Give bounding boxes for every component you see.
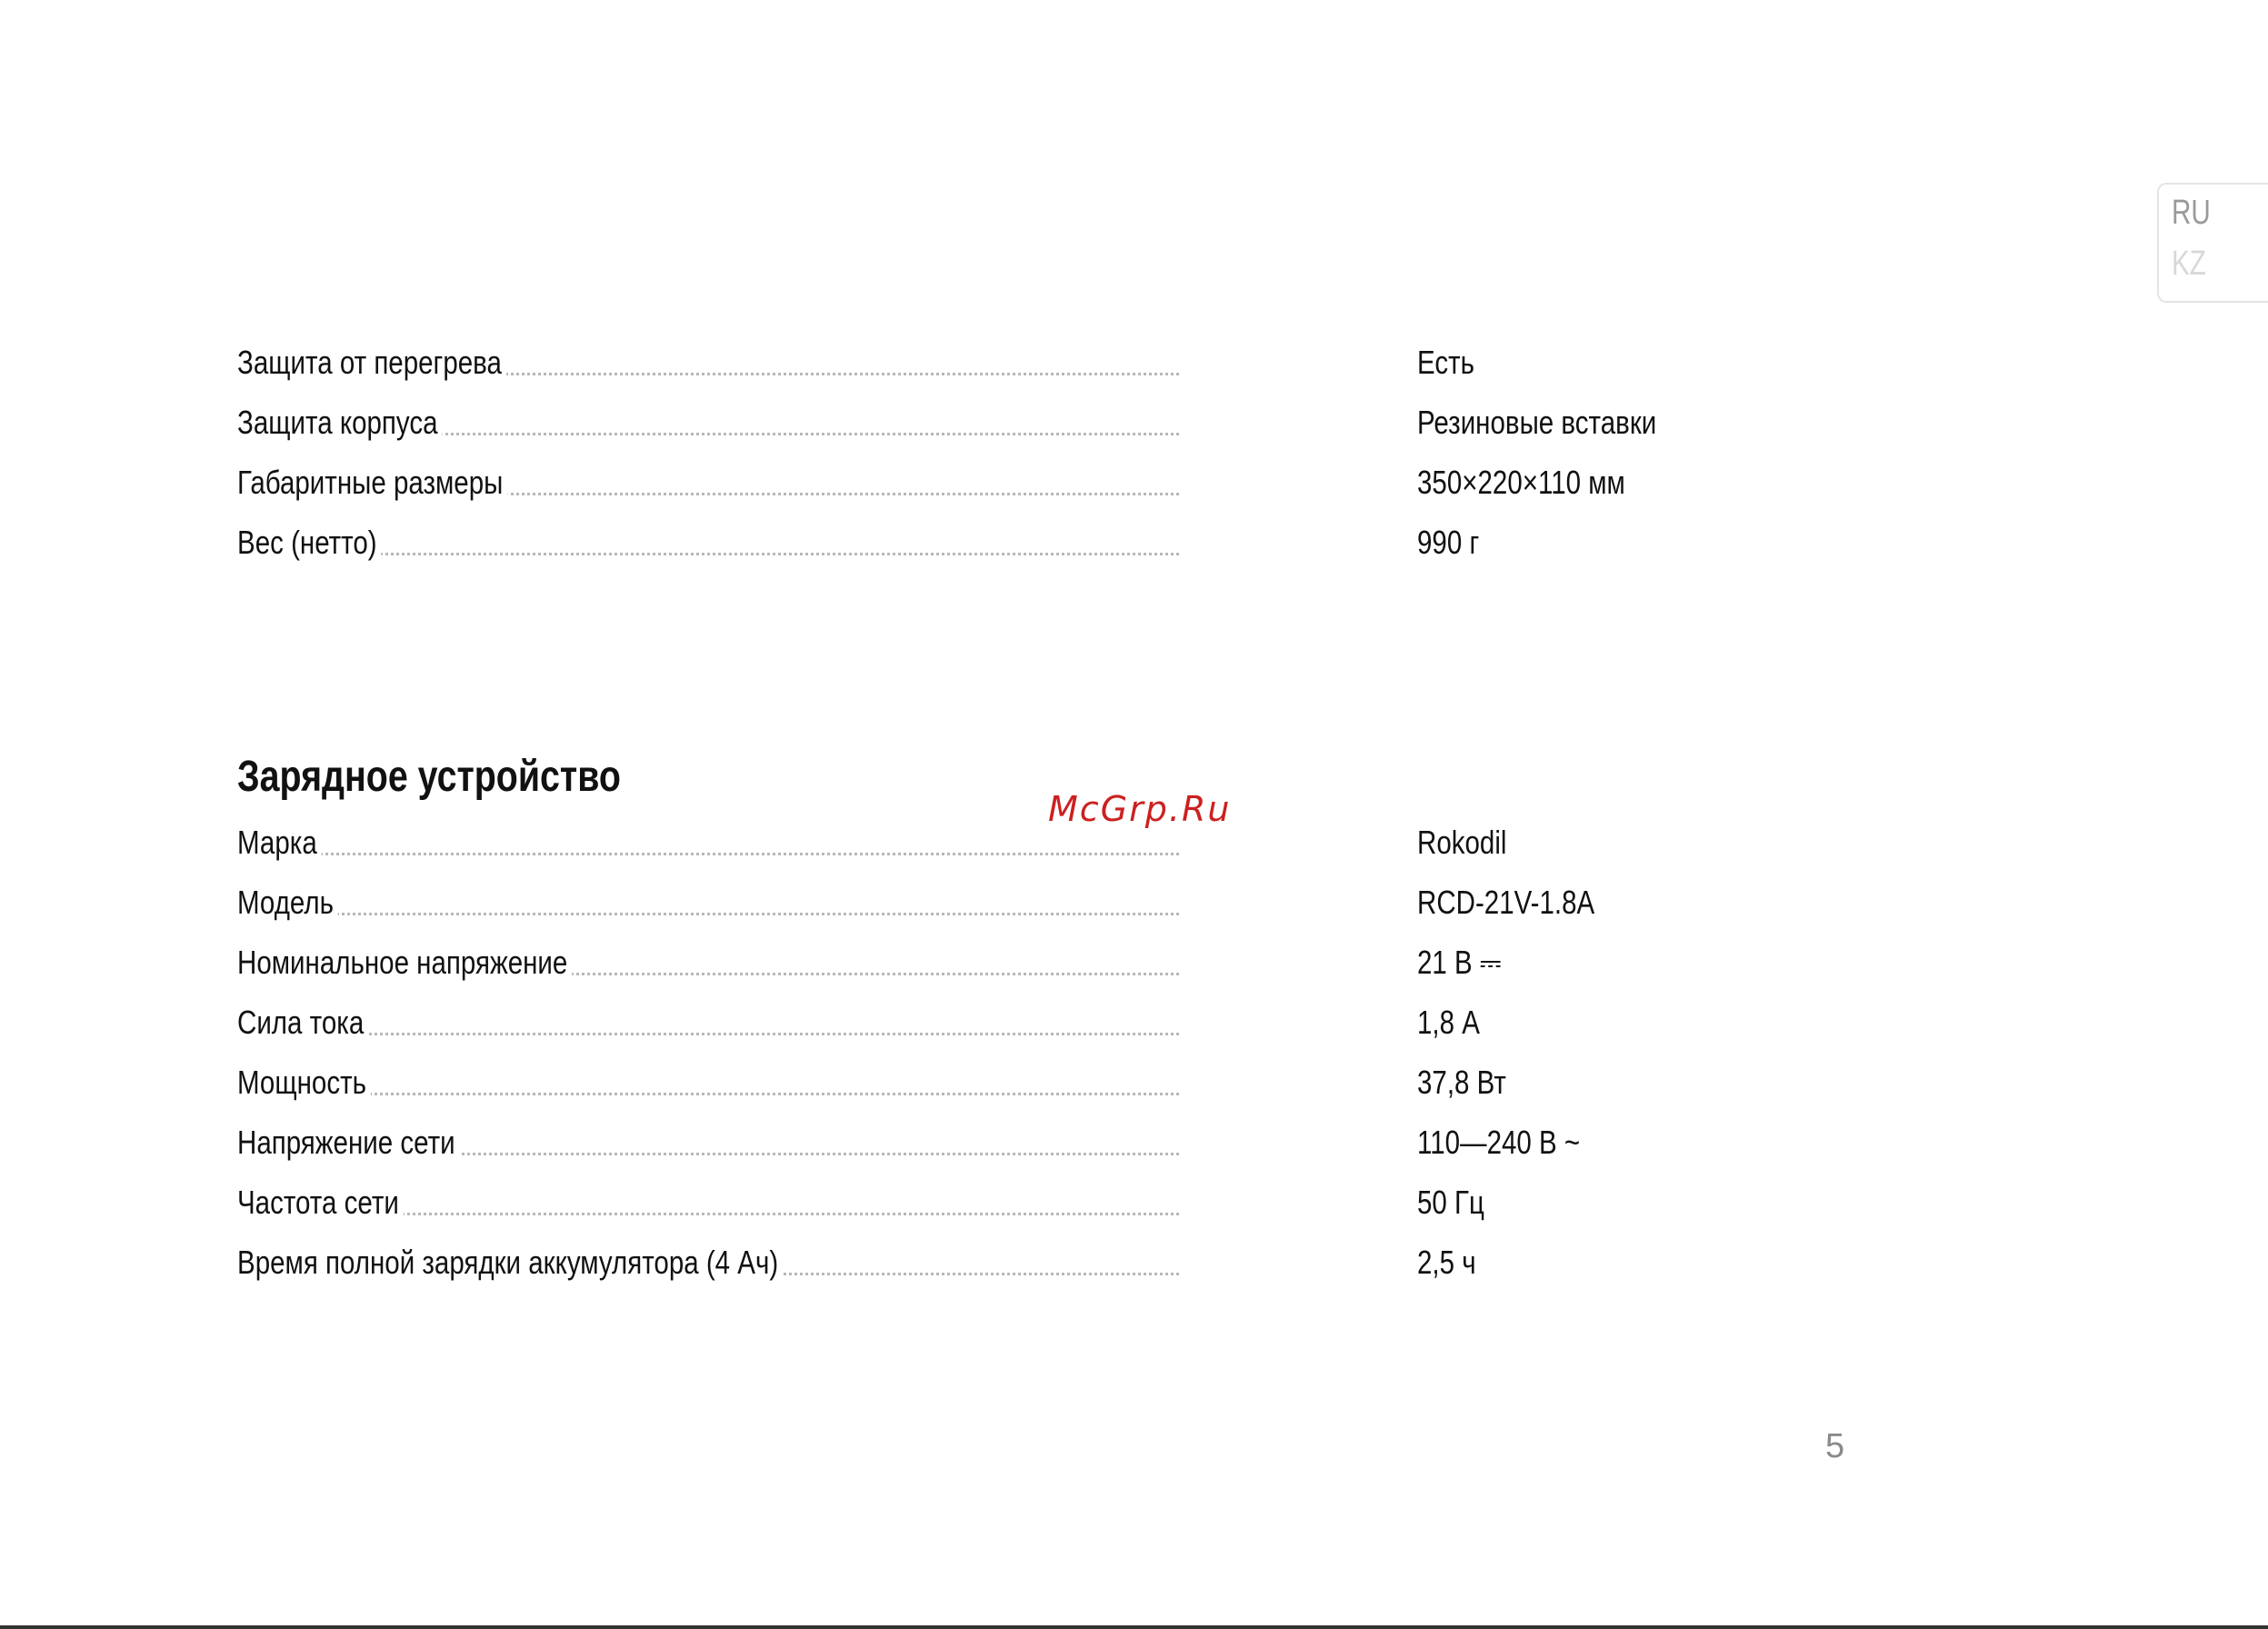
spec-value: RCD-21V-1.8A [1417, 884, 1595, 921]
dot-leader [237, 913, 1179, 915]
spec-value: Rokodil [1417, 824, 1507, 861]
spec-label: Частота сети [237, 1173, 404, 1233]
spec-label: Напряжение сети [237, 1113, 460, 1173]
dot-leader [237, 853, 1179, 855]
spec-label: Защита корпуса [237, 393, 442, 453]
spec-value: 1,8 А [1417, 1004, 1480, 1041]
spec-row-dimensions [237, 453, 1625, 513]
language-tab [2157, 183, 2268, 303]
spec-row-net-weight [237, 513, 1510, 573]
spec-label: Габаритные размеры [237, 453, 507, 513]
bottom-divider [0, 1625, 2268, 1629]
spec-label: Модель [237, 873, 338, 933]
spec-label: Мощность [237, 1053, 371, 1113]
spec-value: 50 Гц [1417, 1184, 1484, 1221]
spec-row-full-charge-time [237, 1233, 1510, 1293]
spec-value: Есть [1417, 344, 1475, 381]
language-kz[interactable]: KZ [2172, 245, 2206, 283]
spec-row-current [237, 993, 1510, 1053]
spec-label: Защита от перегрева [237, 333, 506, 393]
spec-row-mains-frequency [237, 1173, 1510, 1233]
spec-value: 110—240 В ~ [1417, 1124, 1581, 1161]
spec-value: 37,8 Вт [1417, 1064, 1506, 1101]
spec-value: Резиновые вставки [1417, 404, 1657, 441]
spec-row-power [237, 1053, 1510, 1113]
section-title-charger: Зарядное устройство [237, 753, 621, 801]
language-ru[interactable]: RU [2172, 194, 2211, 232]
page-number: 5 [1825, 1427, 1845, 1465]
spec-row-body-protection [237, 393, 1657, 453]
spec-row-rated-voltage [237, 933, 1510, 993]
spec-row-overheat-protection [237, 333, 1510, 393]
dot-leader [237, 1093, 1179, 1095]
spec-value: 2,5 ч [1417, 1244, 1476, 1281]
spec-value: 350×220×110 мм [1417, 464, 1625, 501]
charger-specs-list [237, 813, 1595, 1293]
spec-value: 990 г [1417, 524, 1480, 561]
general-specs-list [237, 333, 1657, 573]
spec-label: Сила тока [237, 993, 368, 1053]
spec-label: Номинальное напряжение [237, 933, 572, 993]
dot-leader [237, 1033, 1179, 1035]
watermark: McGrp.Ru [1048, 789, 1232, 829]
spec-row-brand [237, 813, 1510, 873]
spec-row-model [237, 873, 1595, 933]
spec-row-mains-voltage [237, 1113, 1581, 1173]
spec-label: Вес (нетто) [237, 513, 382, 573]
spec-label: Время полной зарядки аккумулятора (4 Ач) [237, 1233, 783, 1293]
spec-label: Марка [237, 813, 322, 873]
spec-value: 21 В ⎓ [1417, 944, 1502, 981]
